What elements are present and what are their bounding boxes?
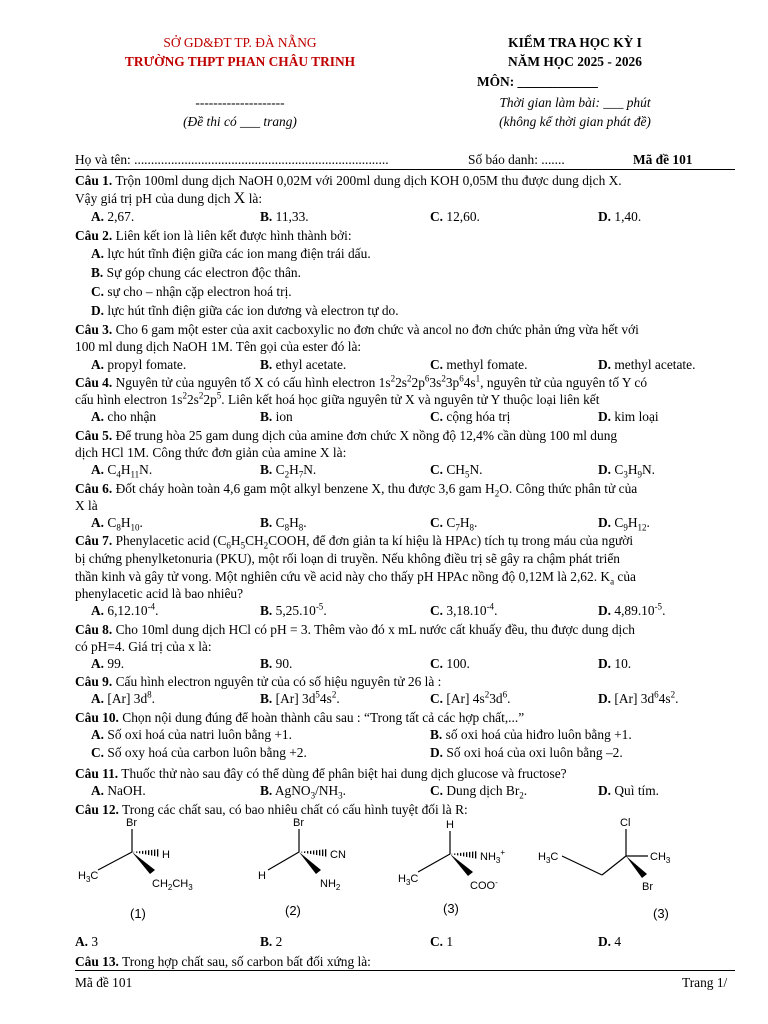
q5-option-b: B. $C_2H_7N$. xyxy=(260,462,317,480)
q1-line1: Câu 1. Trộn 100ml dung dịch NaOH 0,02M với 200ml dung dịch KOH 0,05M thu được dung dịch X. xyxy=(75,173,622,188)
q8-line1: Câu 8. Cho 10ml dung dịch HCl có pH = 3. Thêm vào đó x mL nước cất khuấy đều, thu được dung dịch xyxy=(75,622,635,637)
svg-text:Cl: Cl xyxy=(620,817,631,829)
svg-text:CN: CN xyxy=(330,849,346,861)
q5-option-d: D. $C_3H_9N$. xyxy=(598,462,656,480)
q6-option-a: A. $C_8H_{10}$. xyxy=(91,515,143,533)
svg-text:H3C: $H_3C$ xyxy=(538,851,559,865)
student-id-field: Số báo danh: ....... xyxy=(468,152,565,167)
school-year: NĂM HỌC 2025 - 2026 xyxy=(508,54,642,69)
structure-4 xyxy=(538,817,671,893)
q2-stem: Câu 2. Liên kết ion là liên kết được hình thành bởi: xyxy=(75,228,352,243)
q7-line2: bị chứng phenylketonuria (PKU), một rối loạn di truyền. Nếu không điều trị sẽ gây ra chậm phát triển xyxy=(75,551,620,566)
q6-option-d: D. $C_9H_{12}$. xyxy=(598,515,650,533)
q5-line1: Câu 5. Để trung hòa 25 gam dung dịch của amine đơn chức X nồng độ 12,4% cần dùng 100 ml dung xyxy=(75,428,618,443)
dept-name: SỞ GD&ĐT TP. ĐÀ NẴNG xyxy=(163,35,317,50)
q8-option-c: C. 100. xyxy=(430,656,470,671)
q12-option-d: D. 4 xyxy=(598,934,622,949)
q11-option-b: B. $AgNO_3/NH_3$. xyxy=(260,783,347,801)
q7-option-d: D. $4,89.10^{-5}$. xyxy=(598,601,666,618)
svg-text:H3C: $H_3C$ xyxy=(78,870,99,884)
time-limit: Thời gian làm bài: ___ phút xyxy=(499,95,651,110)
q4-option-c: C. cộng hóa trị xyxy=(430,409,511,424)
structure-4-label: (3) xyxy=(653,906,669,921)
q12-structures xyxy=(70,812,740,924)
svg-text:Br: Br xyxy=(642,881,653,893)
structure-3-label: (3) xyxy=(443,901,459,916)
q1-option-d: D. 1,40. xyxy=(598,209,642,224)
footer-rule xyxy=(75,970,735,971)
q12-stem: Câu 12. Trong các chất sau, có bao nhiêu chất có cấu hình tuyệt đối là R: xyxy=(75,802,468,817)
structure-3 xyxy=(398,819,505,892)
q11-stem: Câu 11. Thuốc thử nào sau đây có thể dùng để phân biệt hai dung dịch glucose và fructose? xyxy=(75,766,567,781)
q9-option-d: D. [Ar] $3d^64s^2$. xyxy=(598,689,679,706)
svg-text:NH2: $NH_2$ xyxy=(320,878,341,892)
svg-text:Br: Br xyxy=(293,817,304,829)
header-divider: -------------------- xyxy=(195,95,285,110)
student-name-field: Họ và tên: ............................................................................ xyxy=(75,152,389,167)
svg-text:NH3+: $NH_3^+$ xyxy=(480,848,506,865)
q11-option-d: D. Quì tím. xyxy=(598,783,660,798)
svg-text:H: H xyxy=(162,849,170,861)
svg-text:CH3: $CH_3$ xyxy=(650,851,671,865)
q3-line1: Câu 3. Cho 6 gam một ester của axit cacboxylic no đơn chức và ancol no đơn chức phản ứng vừa hết với xyxy=(75,322,639,337)
q5-option-a: A. $C_4H_{11}N$. xyxy=(91,462,153,480)
q10-stem: Câu 10. Chọn nội dung đúng để hoàn thành câu sau : “Trong tất cả các hợp chất,...” xyxy=(75,710,525,725)
q4-line2: cấu hình electron $1s^22s^22p^5$. Liên kết hoá học giữa nguyên tử X và nguyên tử Y thuộc loại liên kết xyxy=(75,390,600,407)
q6-line1: Câu 6. Đốt cháy hoàn toàn 4,6 gam một alkyl benzene X, thu được 3,6 gam $H_2O$. Công thức phân tử của xyxy=(75,481,638,499)
svg-text:H: H xyxy=(446,819,454,831)
q10-option-b: B. số oxi hoá của hiđro luôn bằng +1. xyxy=(430,727,632,742)
q7-option-b: B. $5,25.10^{-5}$. xyxy=(260,601,327,618)
q2-option-d: D. lực hút tĩnh điện giữa các ion dương và electron tự do. xyxy=(91,303,399,318)
q6-option-b: B. $C_8H_8$. xyxy=(260,515,307,533)
exam-code: Mã đề 101 xyxy=(633,152,693,167)
structure-2 xyxy=(258,817,346,892)
school-name: TRƯỜNG THPT PHAN CHÂU TRINH xyxy=(124,54,356,69)
q10-option-c: C. Số oxy hoá của carbon luôn bằng +2. xyxy=(91,745,307,760)
q4-option-a: A. cho nhận xyxy=(91,409,157,424)
subject-label: MÔN: ____________ xyxy=(477,74,598,89)
svg-text:COO-: COO- xyxy=(470,878,498,892)
q7-line3: thần kinh và gây tử vong. Một nghiên cứu về acid này cho thấy pH HPAc nồng độ 0,12M là 2,62. $K_a$ của xyxy=(75,569,636,587)
q4-option-b: B. ion xyxy=(260,409,293,424)
q4-line1: Câu 4. Nguyên tử của nguyên tố X có cấu hình electron $1s^22s^22p^63s^23p^64s^1$, nguyên tử của nguyên tố Y có xyxy=(75,373,648,390)
q7-line4: phenylacetic acid là bao nhiêu? xyxy=(75,586,244,601)
svg-text:H3C: $H_3C$ xyxy=(398,873,419,887)
q2-option-b: B. Sự góp chung các electron độc thân. xyxy=(91,265,301,280)
q9-option-a: A. [Ar] $3d^8$. xyxy=(91,689,156,706)
pages-note: (Đề thi có ___ trang) xyxy=(183,114,297,129)
q3-option-d: D. methyl acetate. xyxy=(598,357,696,372)
q3-line2: 100 ml dung dịch NaOH 1M. Tên gọi của ester đó là: xyxy=(75,339,362,354)
q11-option-c: C. Dung dịch $Br_2$. xyxy=(430,783,528,801)
q1-option-a: A. 2,67. xyxy=(91,209,135,224)
q3-option-c: C. methyl fomate. xyxy=(430,357,528,372)
time-note: (không kể thời gian phát đề) xyxy=(499,114,651,129)
q2-option-c: C. sự cho – nhận cặp electron hoá trị. xyxy=(91,284,292,299)
structure-1 xyxy=(78,817,193,892)
q8-option-d: D. 10. xyxy=(598,656,632,671)
q2-option-a: A. lực hút tĩnh điện giữa các ion mang điện trái dấu. xyxy=(91,246,371,261)
q7-option-a: A. $6,12.10^{-4}$. xyxy=(91,601,159,618)
footer-page-number: Trang 1/ xyxy=(682,975,728,990)
q7-line1: Câu 7. Phenylacetic acid ($C_6H_5CH_2COOH$, để đơn giản ta kí hiệu là HPAc) tích tụ trong máu của người xyxy=(75,533,634,551)
svg-text:CH2CH3: $CH_2CH_3$ xyxy=(152,878,193,892)
q6-line2: X là xyxy=(75,498,98,513)
q5-line2: dịch HCl 1M. Công thức đơn giản của amine X là: xyxy=(75,445,347,460)
footer-exam-code: Mã đề 101 xyxy=(75,975,133,990)
structure-2-label: (2) xyxy=(285,903,301,918)
q8-line2: có pH=4. Giá trị của x là: xyxy=(75,639,212,654)
q12-option-c: C. 1 xyxy=(430,934,454,949)
q12-option-b: B. 2 xyxy=(260,934,283,949)
exam-title: KIỂM TRA HỌC KỲ I xyxy=(508,35,642,50)
q10-option-a: A. Số oxi hoá của natri luôn bằng +1. xyxy=(91,727,292,742)
q9-option-b: B. [Ar] $3d^54s^2$. xyxy=(260,689,340,706)
q11-option-a: A. NaOH. xyxy=(91,783,146,798)
q7-option-c: C. $3,18.10^{-4}$. xyxy=(430,601,498,618)
q1-option-c: C. 12,60. xyxy=(430,209,480,224)
svg-text:Br: Br xyxy=(126,817,137,829)
q9-option-c: C. [Ar] $4s^23d^6$. xyxy=(430,689,511,706)
q9-stem: Câu 9. Cấu hình electron nguyên tử của có số hiệu nguyên tử 26 là : xyxy=(75,674,442,689)
q3-option-b: B. ethyl acetate. xyxy=(260,357,347,372)
q10-option-d: D. Số oxi hoá của oxi luôn bằng –2. xyxy=(430,745,623,760)
q12-option-a: A. 3 xyxy=(75,934,99,949)
q8-option-b: B. 90. xyxy=(260,656,293,671)
q6-option-c: C. $C_7H_8$. xyxy=(430,515,478,533)
q3-option-a: A. propyl fomate. xyxy=(91,357,187,372)
q4-option-d: D. kim loại xyxy=(598,409,659,424)
q8-option-a: A. 99. xyxy=(91,656,125,671)
svg-text:H: H xyxy=(258,870,266,882)
q5-option-c: C. $CH_5N$. xyxy=(430,462,483,480)
q1-option-b: B. 11,33. xyxy=(260,209,309,224)
q1-line2: Vậy giá trị pH của dung dịch X là: xyxy=(75,190,263,207)
header-rule xyxy=(75,169,735,170)
q13-stem: Câu 13. Trong hợp chất sau, số carbon bất đối xứng là: xyxy=(75,954,371,969)
structure-1-label: (1) xyxy=(130,906,146,921)
